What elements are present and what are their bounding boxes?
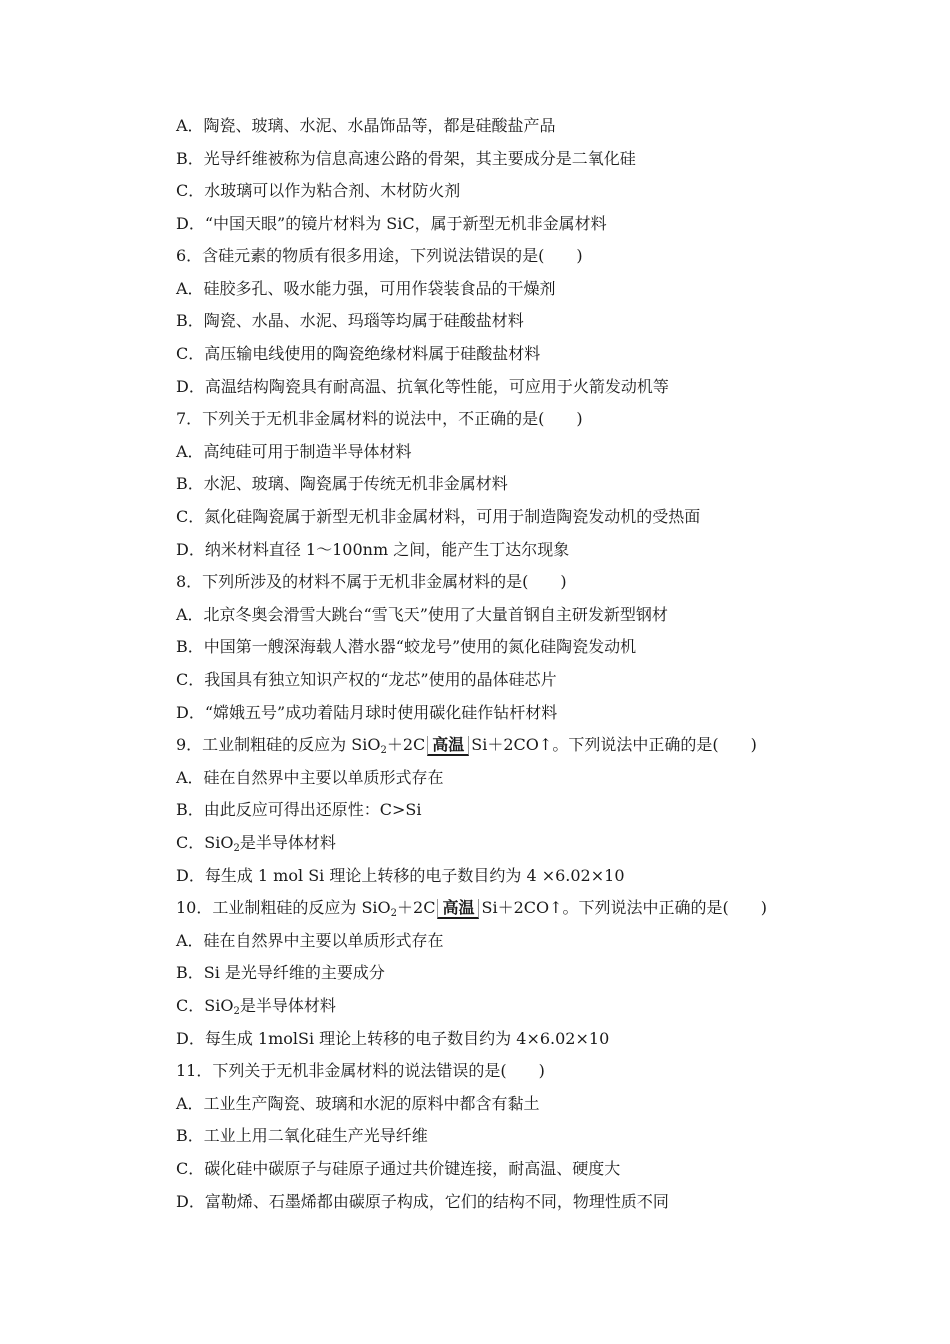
option-line: C．高压输电线使用的陶瓷绝缘材料属于硅酸盐材料: [176, 344, 541, 363]
option-line: A．高纯硅可用于制造半导体材料: [176, 442, 412, 461]
option-line: B．工业上用二氧化硅生产光导纤维: [176, 1126, 428, 1145]
option-line: A．北京冬奥会滑雪大跳台“雪飞天”使用了大量首钢自主研发新型钢材: [176, 605, 668, 624]
option-line: A．硅在自然界中主要以单质形式存在: [176, 931, 444, 950]
question-line: 11．下列关于无机非金属材料的说法错误的是( ): [176, 1061, 545, 1080]
q10c-suffix: 是半导体材料: [239, 996, 336, 1015]
reaction-condition: 高温: [437, 899, 479, 919]
option-line: B．光导纤维被称为信息高速公路的骨架，其主要成分是二氧化硅: [176, 149, 636, 168]
subscript: 2: [233, 1006, 240, 1017]
option-line: D．“中国天眼”的镜片材料为 SiC，属于新型无机非金属材料: [176, 214, 607, 233]
question-line: 8．下列所涉及的材料不属于无机非金属材料的是( ): [176, 572, 567, 591]
option-line: D．每生成 1molSi 理论上转移的电子数目约为 4×6.02×10: [176, 1029, 610, 1048]
q9c-suffix: 是半导体材料: [239, 833, 336, 852]
option-line: A．硅胶多孔、吸水能力强，可用作袋装食品的干燥剂: [176, 279, 556, 298]
question-line: 6．含硅元素的物质有很多用途，下列说法错误的是( ): [176, 246, 583, 265]
option-line: B．由此反应可得出还原性：C>Si: [176, 800, 422, 819]
option-line: [176, 833, 916, 853]
option-line: A．工业生产陶瓷、玻璃和水泥的原料中都含有黏土: [176, 1094, 540, 1113]
option-line: D．每生成 1 mol Si 理论上转移的电子数目约为 4 ×6.02×10: [176, 866, 625, 885]
option-line: B．Si 是光导纤维的主要成分: [176, 963, 385, 982]
q10-prefix: 10．工业制粗硅的反应为 SiO: [176, 898, 391, 917]
option-line: B．水泥、玻璃、陶瓷属于传统无机非金属材料: [176, 474, 508, 493]
question-10: [176, 898, 916, 919]
q9-suffix: Si＋2CO↑。下列说法中正确的是( ): [471, 735, 757, 754]
option-line: B．陶瓷、水晶、水泥、玛瑙等均属于硅酸盐材料: [176, 311, 524, 330]
option-line: A．陶瓷、玻璃、水泥、水晶饰品等，都是硅酸盐产品: [176, 116, 556, 135]
subscript: 2: [233, 843, 240, 854]
option-line: C．水玻璃可以作为粘合剂、木材防火剂: [176, 181, 461, 200]
option-line: D．“嫦娥五号”成功着陆月球时使用碳化硅作钻杆材料: [176, 703, 558, 722]
option-line: [176, 996, 916, 1016]
q9-mid: ＋2C: [386, 735, 426, 754]
option-line: C．碳化硅中碳原子与硅原子通过共价键连接，耐高温、硬度大: [176, 1159, 621, 1178]
option-line: C．氮化硅陶瓷属于新型无机非金属材料，可用于制造陶瓷发动机的受热面: [176, 507, 701, 526]
option-line: A．硅在自然界中主要以单质形式存在: [176, 768, 444, 787]
reaction-condition: 高温: [427, 736, 469, 756]
q10-suffix: Si＋2CO↑。下列说法中正确的是( ): [481, 898, 767, 917]
option-line: C．我国具有独立知识产权的“龙芯”使用的晶体硅芯片: [176, 670, 557, 689]
question-9: [176, 735, 916, 756]
q9-prefix: 9．工业制粗硅的反应为 SiO: [176, 735, 381, 754]
subscript: 2: [390, 908, 398, 919]
option-line: D．高温结构陶瓷具有耐高温、抗氧化等性能，可应用于火箭发动机等: [176, 377, 669, 396]
question-line: 7．下列关于无机非金属材料的说法中，不正确的是( ): [176, 409, 583, 428]
q9c-prefix: C．SiO: [176, 833, 234, 852]
option-line: D．富勒烯、石墨烯都由碳原子构成，它们的结构不同，物理性质不同: [176, 1192, 669, 1211]
q10-mid: ＋2C: [397, 898, 436, 917]
option-line: B．中国第一艘深海载人潜水器“蛟龙号”使用的氮化硅陶瓷发动机: [176, 637, 637, 656]
subscript: 2: [380, 745, 387, 756]
option-line: D．纳米材料直径 1～100nm 之间，能产生丁达尔现象: [176, 540, 570, 559]
q10c-prefix: C．SiO: [176, 996, 234, 1015]
